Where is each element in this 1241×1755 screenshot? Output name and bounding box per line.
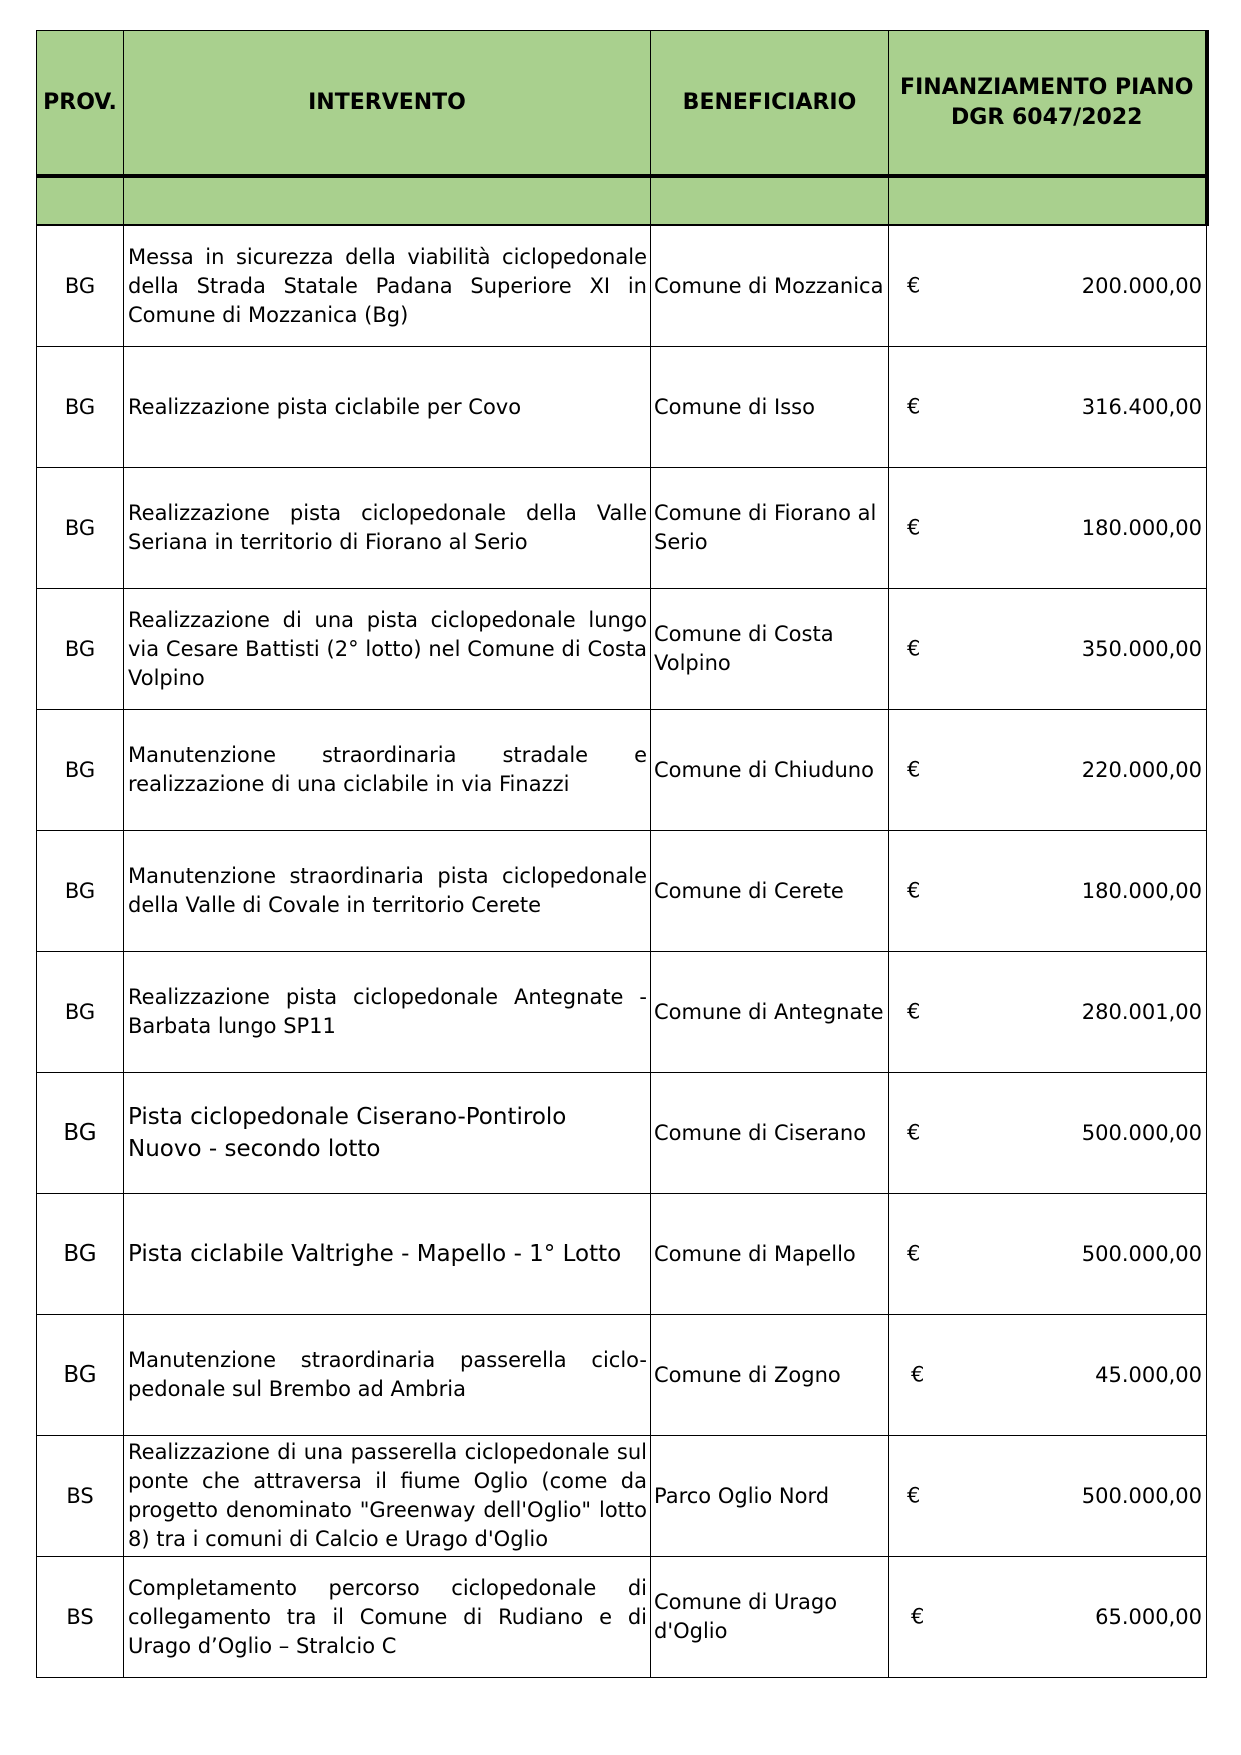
currency-symbol: € — [907, 273, 921, 298]
prov-cell: BG — [37, 347, 124, 468]
beneficiario-cell: Comune di Ciserano — [651, 1073, 889, 1194]
header-beneficiario: BENEFICIARIO — [651, 31, 889, 177]
intervento-cell: Realizzazione di una passerella ciclopedonale sul ponte che attraversa il fiume Oglio (come da progetto denominato "Greenway dell'Oglio" lotto 8) tra i comuni di Calcio e Urago d'Oglio — [124, 1436, 651, 1557]
beneficiario-cell: Comune di Fiorano al Serio — [651, 468, 889, 589]
prov-cell: BS — [37, 1436, 124, 1557]
currency-symbol: € — [907, 1483, 921, 1508]
importo-cell — [889, 1557, 1207, 1678]
beneficiario-cell: Parco Oglio Nord — [651, 1436, 889, 1557]
currency-symbol: € — [907, 999, 921, 1024]
importo-cell — [889, 710, 1207, 831]
beneficiario-cell: Comune di Antegnate — [651, 952, 889, 1073]
header-band — [37, 176, 1207, 225]
importo-cell — [889, 347, 1207, 468]
currency-symbol: € — [911, 1362, 925, 1387]
table-row — [37, 468, 1207, 589]
currency-symbol: € — [911, 1604, 925, 1629]
importo-value: 200.000,00 — [1081, 273, 1202, 298]
header-finanziamento-line2: DGR 6047/2022 — [951, 104, 1143, 130]
beneficiario-cell: Comune di Zogno — [651, 1315, 889, 1436]
beneficiario-cell: Comune di Cerete — [651, 831, 889, 952]
importo-value: 500.000,00 — [1081, 1483, 1202, 1508]
table-row — [37, 710, 1207, 831]
prov-cell: BG — [37, 1315, 124, 1436]
importo-value: 180.000,00 — [1081, 878, 1202, 903]
importo-cell — [889, 1073, 1207, 1194]
currency-symbol: € — [907, 757, 921, 782]
currency-symbol: € — [907, 1120, 921, 1145]
currency-symbol: € — [907, 878, 921, 903]
intervento-cell: Manutenzione straordinaria stradale e realizzazione di una ciclabile in via Finazzi — [124, 710, 651, 831]
table-row — [37, 1557, 1207, 1678]
beneficiario-cell: Comune di Isso — [651, 347, 889, 468]
table-row — [37, 1194, 1207, 1315]
table-row — [37, 347, 1207, 468]
importo-value: 220.000,00 — [1081, 757, 1202, 782]
beneficiario-cell: Comune di Costa Volpino — [651, 589, 889, 710]
intervento-cell: Completamento percorso ciclopedonale di collegamento tra il Comune di Rudiano e di Urago d’Oglio – Stralcio C — [124, 1557, 651, 1678]
prov-cell: BG — [37, 225, 124, 347]
currency-symbol: € — [907, 515, 921, 540]
table-row — [37, 225, 1207, 347]
intervento-cell: Realizzazione pista ciclopedonale Antegnate - Barbata lungo SP11 — [124, 952, 651, 1073]
intervento-cell: Pista ciclabile Valtrighe - Mapello - 1° Lotto — [124, 1194, 651, 1315]
importo-value: 180.000,00 — [1081, 515, 1202, 540]
beneficiario-cell: Comune di Urago d'Oglio — [651, 1557, 889, 1678]
table-row — [37, 1436, 1207, 1557]
importo-value: 350.000,00 — [1081, 636, 1202, 661]
intervento-cell: Messa in sicurezza della viabilità ciclopedonale della Strada Statale Padana Superiore XI in Comune di Mozzanica (Bg) — [124, 225, 651, 347]
importo-value: 65.000,00 — [1095, 1604, 1202, 1629]
prov-cell: BS — [37, 1557, 124, 1678]
importo-cell — [889, 1194, 1207, 1315]
importo-cell — [889, 831, 1207, 952]
importo-cell — [889, 225, 1207, 347]
prov-cell: BG — [37, 831, 124, 952]
prov-cell: BG — [37, 1073, 124, 1194]
importo-cell — [889, 589, 1207, 710]
table-row — [37, 1315, 1207, 1436]
importo-value: 500.000,00 — [1081, 1120, 1202, 1145]
prov-cell: BG — [37, 589, 124, 710]
intervento-cell: Realizzazione di una pista ciclopedonale lungo via Cesare Battisti (2° lotto) nel Comune di Costa Volpino — [124, 589, 651, 710]
header-row — [37, 31, 1207, 177]
beneficiario-cell: Comune di Mozzanica — [651, 225, 889, 347]
table-row — [37, 952, 1207, 1073]
prov-cell: BG — [37, 710, 124, 831]
intervento-cell: Manutenzione straordinaria pista ciclopedonale della Valle di Covale in territorio Cerete — [124, 831, 651, 952]
intervento-cell: Manutenzione straordinaria passerella ciclo-pedonale sul Brembo ad Ambria — [124, 1315, 651, 1436]
intervento-cell: Realizzazione pista ciclabile per Covo — [124, 347, 651, 468]
header-prov: PROV. — [37, 31, 124, 177]
importo-value: 500.000,00 — [1081, 1241, 1202, 1266]
importo-cell — [889, 1436, 1207, 1557]
intervento-cell: Pista ciclopedonale Ciserano-Pontirolo Nuovo - secondo lotto — [124, 1073, 651, 1194]
importo-cell — [889, 952, 1207, 1073]
table-row — [37, 831, 1207, 952]
table-row — [37, 589, 1207, 710]
funding-table — [36, 30, 1209, 1678]
beneficiario-cell: Comune di Mapello — [651, 1194, 889, 1315]
importo-cell — [889, 1315, 1207, 1436]
header-finanziamento — [889, 31, 1207, 177]
importo-cell — [889, 468, 1207, 589]
beneficiario-cell: Comune di Chiuduno — [651, 710, 889, 831]
currency-symbol: € — [907, 1241, 921, 1266]
currency-symbol: € — [907, 394, 921, 419]
importo-value: 45.000,00 — [1095, 1362, 1202, 1387]
prov-cell: BG — [37, 468, 124, 589]
prov-cell: BG — [37, 952, 124, 1073]
header-intervento: INTERVENTO — [124, 31, 651, 177]
header-finanziamento-line1: FINANZIAMENTO PIANO — [900, 74, 1194, 100]
importo-value: 316.400,00 — [1081, 394, 1202, 419]
table-row — [37, 1073, 1207, 1194]
currency-symbol: € — [907, 636, 921, 661]
prov-cell: BG — [37, 1194, 124, 1315]
intervento-cell: Realizzazione pista ciclopedonale della Valle Seriana in territorio di Fiorano al Serio — [124, 468, 651, 589]
importo-value: 280.001,00 — [1081, 999, 1202, 1024]
